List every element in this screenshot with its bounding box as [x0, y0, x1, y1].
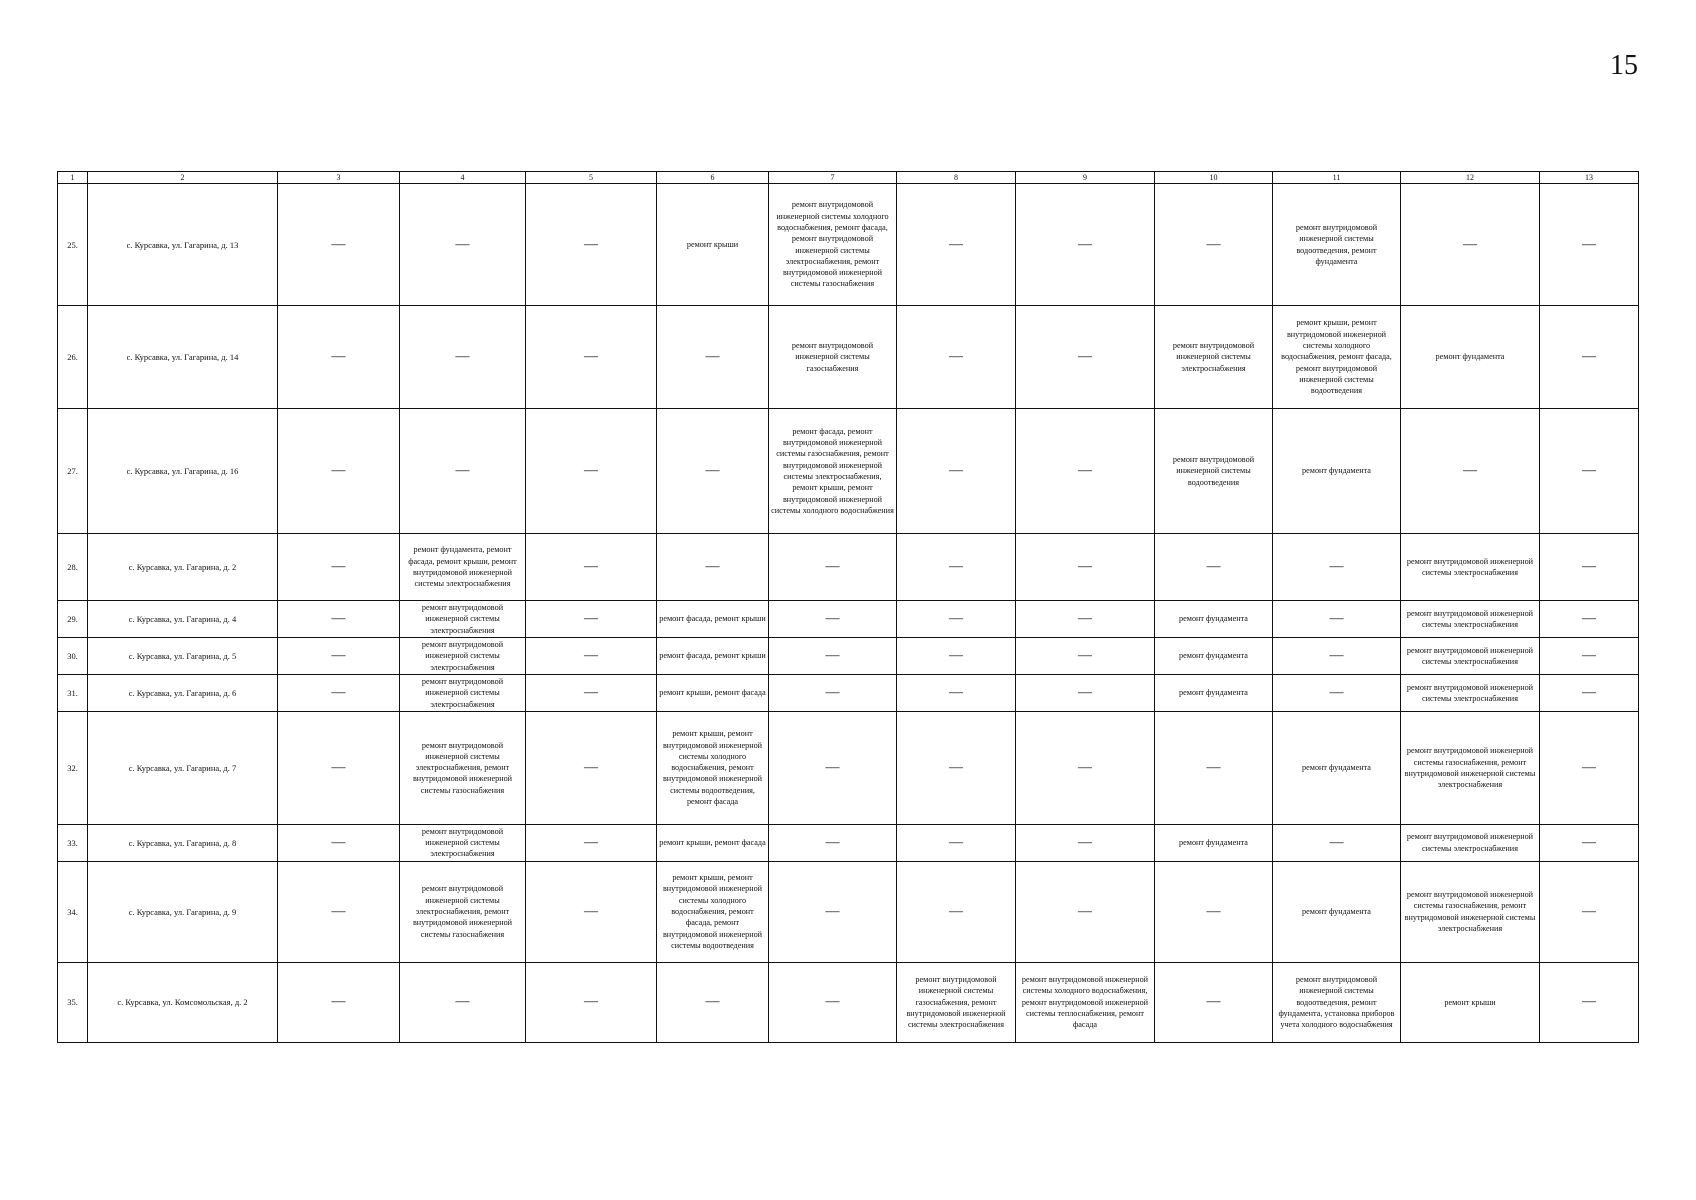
empty-cell-dash: —	[897, 824, 1016, 861]
column-header-10: 10	[1155, 172, 1273, 184]
empty-cell-dash: —	[1401, 409, 1540, 534]
empty-cell-dash: —	[769, 824, 897, 861]
empty-cell-dash: —	[769, 711, 897, 824]
repair-work-cell: ремонт внутридомовой инженерной системы электроснабжения	[1401, 534, 1540, 601]
empty-cell-dash: —	[526, 674, 657, 711]
empty-cell-dash: —	[769, 534, 897, 601]
column-header-6: 6	[657, 172, 769, 184]
column-number-row	[58, 172, 1639, 184]
address-cell: с. Курсавка, ул. Гагарина, д. 8	[88, 824, 278, 861]
empty-cell-dash: —	[1016, 409, 1155, 534]
empty-cell-dash: —	[1273, 534, 1401, 601]
empty-cell-dash: —	[278, 711, 400, 824]
column-header-9: 9	[1016, 172, 1155, 184]
repair-work-cell: ремонт фундамента	[1155, 674, 1273, 711]
column-header-12: 12	[1401, 172, 1540, 184]
column-header-3: 3	[278, 172, 400, 184]
row-number: 30.	[58, 637, 88, 674]
empty-cell-dash: —	[278, 861, 400, 962]
address-cell: с. Курсавка, ул. Комсомольская, д. 2	[88, 962, 278, 1042]
repair-work-cell: ремонт крыши, ремонт внутридомовой инженерной системы холодного водоснабжения, ремонт фасада, ремонт внутридомовой инженерной системы водоотведения	[657, 861, 769, 962]
empty-cell-dash: —	[526, 409, 657, 534]
column-header-13: 13	[1540, 172, 1639, 184]
table-row	[58, 824, 1639, 861]
empty-cell-dash: —	[897, 306, 1016, 409]
repair-work-cell: ремонт внутридомовой инженерной системы электроснабжения	[1401, 674, 1540, 711]
repair-work-cell: ремонт внутридомовой инженерной системы водоотведения, ремонт фундамента	[1273, 184, 1401, 306]
empty-cell-dash: —	[400, 306, 526, 409]
empty-cell-dash: —	[1016, 306, 1155, 409]
page-number: 15	[1610, 50, 1638, 81]
repair-work-cell: ремонт внутридомовой инженерной системы газоснабжения, ремонт внутридомовой инженерной системы электроснабжения	[897, 962, 1016, 1042]
repair-work-cell: ремонт фундамента	[1273, 409, 1401, 534]
repair-work-cell: ремонт внутридомовой инженерной системы газоснабжения, ремонт внутридомовой инженерной системы электроснабжения	[1401, 861, 1540, 962]
empty-cell-dash: —	[1540, 962, 1639, 1042]
empty-cell-dash: —	[278, 409, 400, 534]
empty-cell-dash: —	[897, 534, 1016, 601]
repair-work-cell: ремонт внутридомовой инженерной системы водоотведения	[1155, 409, 1273, 534]
repair-work-cell: ремонт внутридомовой инженерной системы водоотведения, ремонт фундамента, установка приборов учета холодного водоснабжения	[1273, 962, 1401, 1042]
repair-work-cell: ремонт внутридомовой инженерной системы электроснабжения	[1401, 637, 1540, 674]
row-number: 28.	[58, 534, 88, 601]
column-header-5: 5	[526, 172, 657, 184]
address-cell: с. Курсавка, ул. Гагарина, д. 9	[88, 861, 278, 962]
empty-cell-dash: —	[1016, 711, 1155, 824]
row-number: 29.	[58, 601, 88, 638]
table-row	[58, 674, 1639, 711]
empty-cell-dash: —	[1016, 601, 1155, 638]
address-cell: с. Курсавка, ул. Гагарина, д. 4	[88, 601, 278, 638]
column-header-8: 8	[897, 172, 1016, 184]
table-row	[58, 711, 1639, 824]
empty-cell-dash: —	[1540, 637, 1639, 674]
address-cell: с. Курсавка, ул. Гагарина, д. 7	[88, 711, 278, 824]
address-cell: с. Курсавка, ул. Гагарина, д. 2	[88, 534, 278, 601]
empty-cell-dash: —	[1540, 601, 1639, 638]
empty-cell-dash: —	[1155, 861, 1273, 962]
column-header-7: 7	[769, 172, 897, 184]
address-cell: с. Курсавка, ул. Гагарина, д. 14	[88, 306, 278, 409]
table-row	[58, 534, 1639, 601]
empty-cell-dash: —	[278, 534, 400, 601]
repair-work-cell: ремонт фасада, ремонт внутридомовой инженерной системы газоснабжения, ремонт внутридомовой инженерной системы электроснабжения, ремонт крыши, ремонт внутридомовой инженерной системы холодного водоснабжения	[769, 409, 897, 534]
empty-cell-dash: —	[1540, 824, 1639, 861]
empty-cell-dash: —	[1540, 534, 1639, 601]
row-number: 32.	[58, 711, 88, 824]
row-number: 35.	[58, 962, 88, 1042]
empty-cell-dash: —	[897, 861, 1016, 962]
repair-work-cell: ремонт крыши, ремонт внутридомовой инженерной системы холодного водоснабжения, ремонт фасада, ремонт внутридомовой инженерной системы водоотведения	[1273, 306, 1401, 409]
column-header-2: 2	[88, 172, 278, 184]
empty-cell-dash: —	[1155, 184, 1273, 306]
row-number: 27.	[58, 409, 88, 534]
empty-cell-dash: —	[526, 861, 657, 962]
empty-cell-dash: —	[1540, 306, 1639, 409]
row-number: 33.	[58, 824, 88, 861]
repair-work-cell: ремонт внутридомовой инженерной системы газоснабжения	[769, 306, 897, 409]
address-cell: с. Курсавка, ул. Гагарина, д. 13	[88, 184, 278, 306]
empty-cell-dash: —	[400, 409, 526, 534]
table-row	[58, 962, 1639, 1042]
empty-cell-dash: —	[769, 861, 897, 962]
empty-cell-dash: —	[897, 637, 1016, 674]
repair-work-cell: ремонт крыши, ремонт фасада	[657, 824, 769, 861]
address-cell: с. Курсавка, ул. Гагарина, д. 6	[88, 674, 278, 711]
repair-work-cell: ремонт внутридомовой инженерной системы электроснабжения	[1401, 601, 1540, 638]
empty-cell-dash: —	[278, 184, 400, 306]
empty-cell-dash: —	[1540, 409, 1639, 534]
empty-cell-dash: —	[657, 306, 769, 409]
empty-cell-dash: —	[526, 601, 657, 638]
empty-cell-dash: —	[278, 306, 400, 409]
empty-cell-dash: —	[1155, 962, 1273, 1042]
repair-work-cell: ремонт внутридомовой инженерной системы электроснабжения	[400, 674, 526, 711]
empty-cell-dash: —	[526, 306, 657, 409]
table-row	[58, 637, 1639, 674]
table-row	[58, 601, 1639, 638]
table-row	[58, 861, 1639, 962]
repair-work-cell: ремонт внутридомовой инженерной системы холодного водоснабжения, ремонт внутридомовой инженерной системы теплоснабжения, ремонт фасада	[1016, 962, 1155, 1042]
repair-work-cell: ремонт фундамента	[1155, 637, 1273, 674]
column-header-4: 4	[400, 172, 526, 184]
repair-work-cell: ремонт фундамента	[1273, 711, 1401, 824]
empty-cell-dash: —	[1540, 184, 1639, 306]
repair-work-cell: ремонт фундамента	[1401, 306, 1540, 409]
empty-cell-dash: —	[897, 674, 1016, 711]
empty-cell-dash: —	[657, 409, 769, 534]
row-number: 34.	[58, 861, 88, 962]
empty-cell-dash: —	[657, 962, 769, 1042]
repair-work-cell: ремонт фасада, ремонт крыши	[657, 637, 769, 674]
empty-cell-dash: —	[1540, 674, 1639, 711]
repair-work-cell: ремонт внутридомовой инженерной системы электроснабжения, ремонт внутридомовой инженерной системы газоснабжения	[400, 861, 526, 962]
empty-cell-dash: —	[278, 637, 400, 674]
repair-work-cell: ремонт внутридомовой инженерной системы электроснабжения, ремонт внутридомовой инженерной системы газоснабжения	[400, 711, 526, 824]
empty-cell-dash: —	[897, 601, 1016, 638]
empty-cell-dash: —	[657, 534, 769, 601]
repair-work-cell: ремонт фундамента	[1155, 824, 1273, 861]
repair-work-cell: ремонт внутридомовой инженерной системы электроснабжения	[1401, 824, 1540, 861]
empty-cell-dash: —	[897, 711, 1016, 824]
empty-cell-dash: —	[1016, 637, 1155, 674]
empty-cell-dash: —	[1273, 824, 1401, 861]
empty-cell-dash: —	[1273, 637, 1401, 674]
empty-cell-dash: —	[526, 534, 657, 601]
empty-cell-dash: —	[278, 962, 400, 1042]
column-header-11: 11	[1273, 172, 1401, 184]
empty-cell-dash: —	[1016, 824, 1155, 861]
repair-work-cell: ремонт внутридомовой инженерной системы электроснабжения	[400, 637, 526, 674]
empty-cell-dash: —	[526, 824, 657, 861]
column-header-1: 1	[58, 172, 88, 184]
repair-work-cell: ремонт внутридомовой инженерной системы холодного водоснабжения, ремонт фасада, ремонт внутридомовой инженерной системы электроснабжения, ремонт внутридомовой инженерной системы газоснабжения	[769, 184, 897, 306]
empty-cell-dash: —	[1155, 711, 1273, 824]
repair-work-cell: ремонт внутридомовой инженерной системы электроснабжения	[1155, 306, 1273, 409]
repair-work-cell: ремонт крыши	[1401, 962, 1540, 1042]
repair-work-cell: ремонт фундамента	[1273, 861, 1401, 962]
repair-work-cell: ремонт внутридомовой инженерной системы электроснабжения	[400, 601, 526, 638]
empty-cell-dash: —	[1273, 674, 1401, 711]
empty-cell-dash: —	[1016, 674, 1155, 711]
table-body	[58, 184, 1639, 1043]
repair-work-cell: ремонт фасада, ремонт крыши	[657, 601, 769, 638]
table-row	[58, 184, 1639, 306]
empty-cell-dash: —	[897, 184, 1016, 306]
repair-work-cell: ремонт фундамента	[1155, 601, 1273, 638]
empty-cell-dash: —	[1016, 861, 1155, 962]
repair-schedule-table	[57, 171, 1639, 1043]
empty-cell-dash: —	[1540, 861, 1639, 962]
table-row	[58, 409, 1639, 534]
empty-cell-dash: —	[769, 637, 897, 674]
empty-cell-dash: —	[1016, 534, 1155, 601]
empty-cell-dash: —	[1401, 184, 1540, 306]
empty-cell-dash: —	[769, 601, 897, 638]
repair-work-cell: ремонт крыши	[657, 184, 769, 306]
empty-cell-dash: —	[1540, 711, 1639, 824]
empty-cell-dash: —	[278, 824, 400, 861]
empty-cell-dash: —	[400, 962, 526, 1042]
empty-cell-dash: —	[1273, 601, 1401, 638]
empty-cell-dash: —	[278, 674, 400, 711]
empty-cell-dash: —	[526, 711, 657, 824]
empty-cell-dash: —	[526, 637, 657, 674]
empty-cell-dash: —	[769, 674, 897, 711]
repair-work-cell: ремонт внутридомовой инженерной системы газоснабжения, ремонт внутридомовой инженерной системы электроснабжения	[1401, 711, 1540, 824]
empty-cell-dash: —	[1155, 534, 1273, 601]
row-number: 25.	[58, 184, 88, 306]
repair-work-cell: ремонт крыши, ремонт фасада	[657, 674, 769, 711]
row-number: 26.	[58, 306, 88, 409]
empty-cell-dash: —	[526, 184, 657, 306]
table-row	[58, 306, 1639, 409]
repair-work-cell: ремонт крыши, ремонт внутридомовой инженерной системы холодного водоснабжения, ремонт внутридомовой инженерной системы водоотведения, ремонт фасада	[657, 711, 769, 824]
empty-cell-dash: —	[278, 601, 400, 638]
address-cell: с. Курсавка, ул. Гагарина, д. 5	[88, 637, 278, 674]
empty-cell-dash: —	[526, 962, 657, 1042]
empty-cell-dash: —	[1016, 184, 1155, 306]
repair-work-cell: ремонт внутридомовой инженерной системы электроснабжения	[400, 824, 526, 861]
empty-cell-dash: —	[400, 184, 526, 306]
repair-work-cell: ремонт фундамента, ремонт фасада, ремонт крыши, ремонт внутридомовой инженерной системы электроснабжения	[400, 534, 526, 601]
empty-cell-dash: —	[897, 409, 1016, 534]
empty-cell-dash: —	[769, 962, 897, 1042]
row-number: 31.	[58, 674, 88, 711]
address-cell: с. Курсавка, ул. Гагарина, д. 16	[88, 409, 278, 534]
